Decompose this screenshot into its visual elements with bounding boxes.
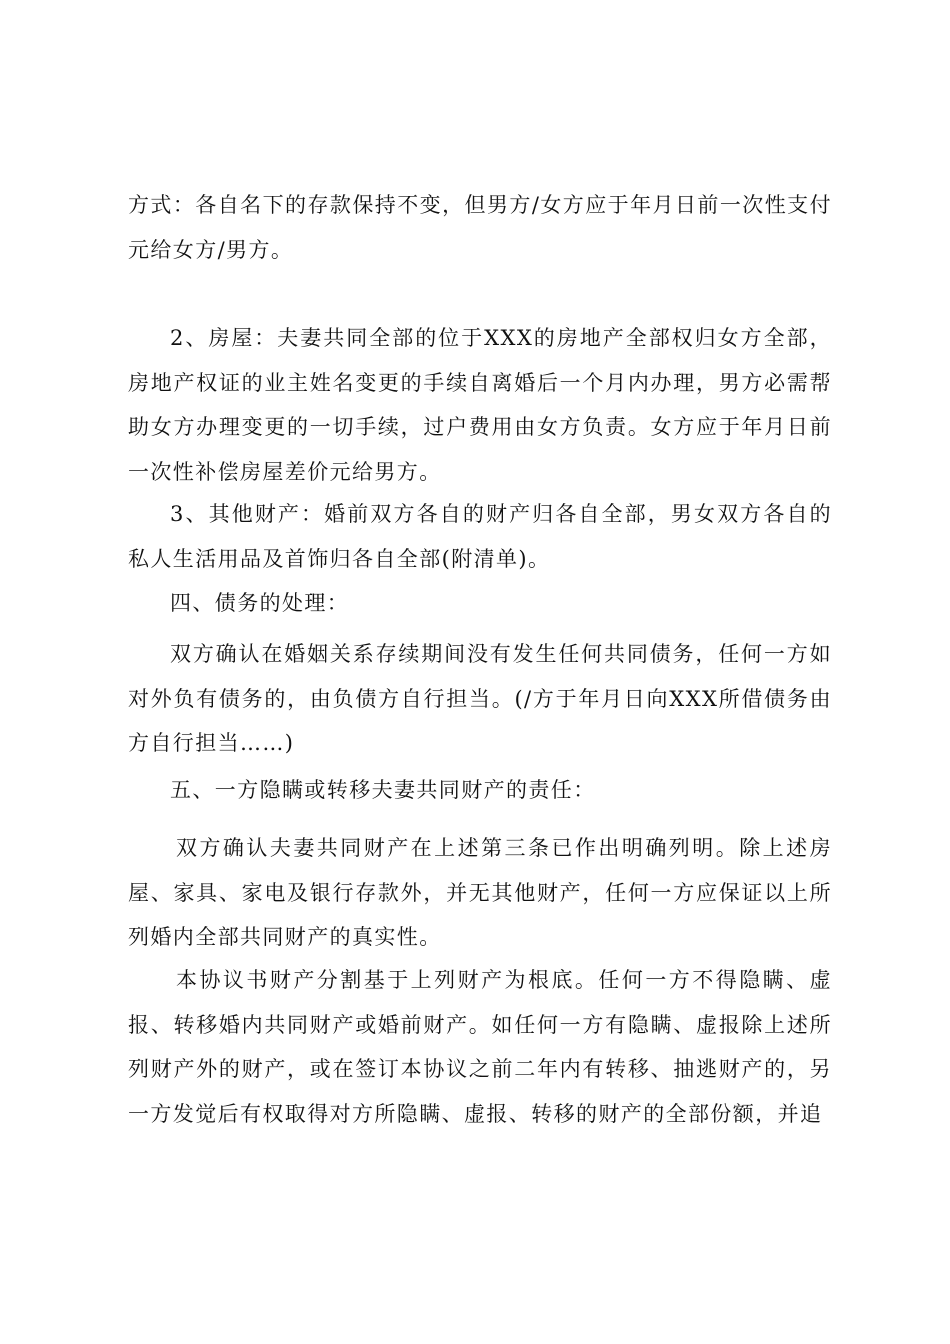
paragraph-savings-continued: 方式：各自名下的存款保持不变，但男方/女方应于年月日前一次性支付元给女方/男方。 — [128, 193, 832, 262]
paragraph-division-basis: 本协议书财产分割基于上列财产为根底。任何一方不得隐瞒、虚报、转移婚内共同财产或婚前财产。如任何一方有隐瞒、虚报除上述所列财产外的财产，或在签订本协议之前二年内有转移、抽逃财产的，另一方发觉后有权取得对方所隐瞒、虚报、转移的财产的全部份额，并追 — [128, 968, 832, 1126]
section-heading-debts: 四、债务的处理： — [170, 591, 350, 615]
paragraph-other-property: 3、其他财产：婚前双方各自的财产归各自全部，男女双方各自的私人生活用品及首饰归各自全部(附清单)。 — [128, 502, 832, 571]
section-heading-concealment: 五、一方隐瞒或转移夫妻共同财产的责任： — [170, 778, 596, 802]
paragraph-debts: 双方确认在婚姻关系存续期间没有发生任何共同债务，任何一方如对外负有债务的，由负债方自行担当。(/方于年月日向XXX所借债务由方自行担当……) — [128, 642, 832, 755]
paragraph-house: 2、房屋：夫妻共同全部的位于XXX的房地产全部权归女方全部，房地产权证的业主姓名变更的手续自离婚后一个月内办理，男方必需帮助女方办理变更的一切手续，过户费用由女方负责。女方应于年月日前一次性补偿房屋差价元给男方。 — [128, 326, 832, 484]
paragraph-property-confirmation: 双方确认夫妻共同财产在上述第三条已作出明确列明。除上述房屋、家具、家电及银行存款外，并无其他财产，任何一方应保证以上所列婚内全部共同财产的真实性。 — [128, 836, 832, 949]
